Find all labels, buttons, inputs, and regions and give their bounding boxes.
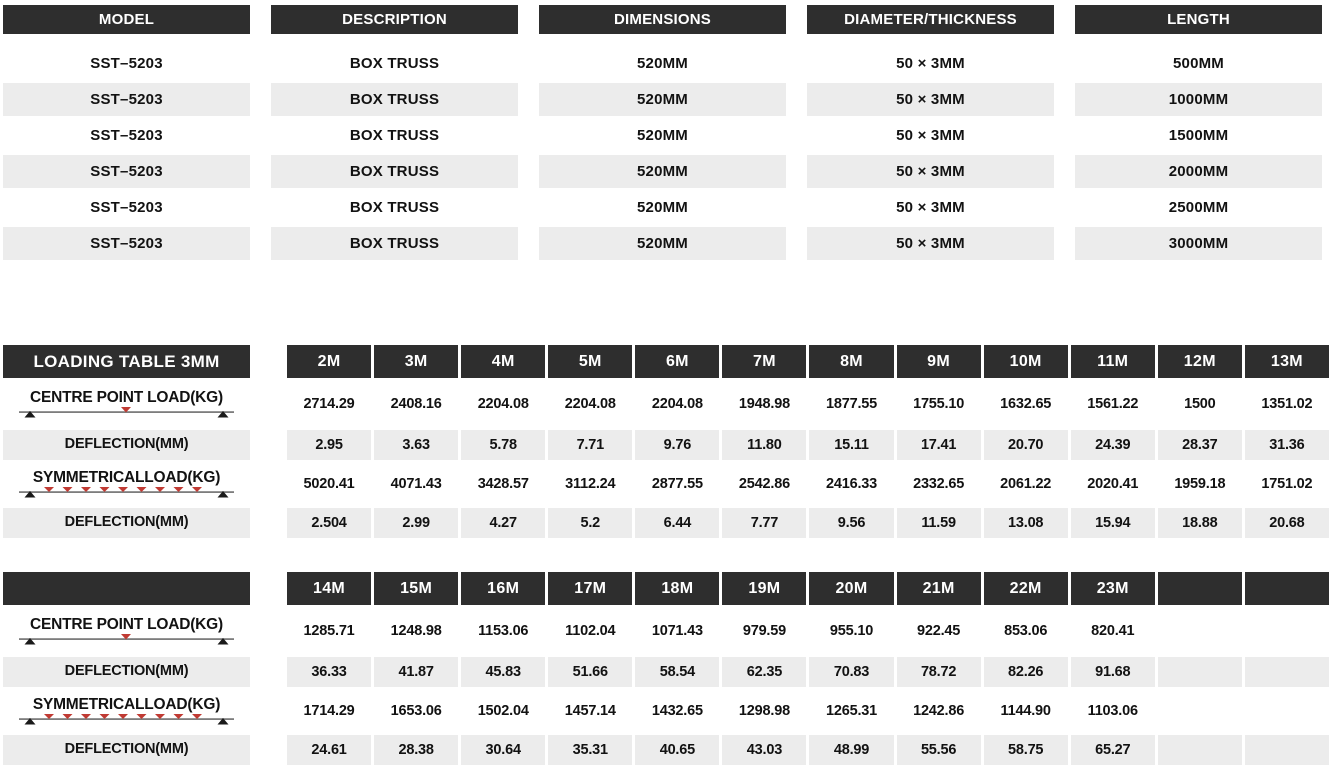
data-cell: 922.45 (917, 623, 961, 639)
data-cell: 7.77 (722, 508, 806, 538)
data-cell: 2204.08 (564, 396, 616, 412)
data-cell: 2.99 (374, 508, 458, 538)
row-label-text: DEFLECTION(MM) (64, 741, 189, 758)
data-cell: 1285.71 (303, 623, 355, 639)
data-cell (1245, 657, 1329, 687)
data-cell: 1242.86 (913, 703, 965, 719)
spec-cell: 500MM (1172, 55, 1225, 72)
row-label-text: SYMMETRICALLOAD(KG) (32, 695, 221, 713)
spec-cell: 50 × 3MM (896, 199, 965, 216)
data-cell (1158, 689, 1242, 733)
spec-cell: SST–5203 (90, 55, 163, 72)
span-column-header: 8M (809, 345, 893, 378)
span-column-header: 14M (287, 572, 371, 605)
spec-cell: 50 × 3MM (896, 127, 965, 144)
centre-point-load-diagram (19, 407, 234, 418)
spec-cell: 520MM (636, 55, 689, 72)
span-column-header: 12M (1158, 345, 1242, 378)
data-cell: 1502.04 (477, 703, 529, 719)
data-cell: 18.88 (1158, 508, 1242, 538)
loading-table-row (3, 508, 1329, 538)
span-column-headers (287, 572, 1329, 605)
data-cell: 2020.41 (1087, 476, 1139, 492)
data-cell: 15.11 (809, 430, 893, 460)
data-cell: 82.26 (984, 657, 1068, 687)
data-cell: 979.59 (742, 623, 786, 639)
data-cell: 55.56 (897, 735, 981, 765)
data-cell (1245, 607, 1329, 655)
data-cell: 2204.08 (651, 396, 703, 412)
data-cell: 1653.06 (390, 703, 442, 719)
data-cell (1245, 689, 1329, 733)
spec-cell: SST–5203 (3, 155, 250, 188)
spec-cell: BOX TRUSS (349, 199, 440, 216)
span-column-header: 5M (548, 345, 632, 378)
span-column-header: 7M (722, 345, 806, 378)
loading-table-row (3, 657, 1329, 687)
data-cell: 35.31 (548, 735, 632, 765)
data-cell: 4.27 (461, 508, 545, 538)
spec-column-header: DIAMETER/THICKNESS (807, 5, 1054, 34)
data-cell: 28.38 (374, 735, 458, 765)
span-column-header: 23M (1071, 572, 1155, 605)
data-cell: 853.06 (1004, 623, 1048, 639)
spec-cell: 50 × 3MM (807, 155, 1054, 188)
spec-cell: 50 × 3MM (807, 83, 1054, 116)
data-cell: 3428.57 (477, 476, 529, 492)
span-column-header: 3M (374, 345, 458, 378)
loading-table-row (3, 735, 1329, 765)
data-cell: 48.99 (809, 735, 893, 765)
loading-table-title (3, 572, 250, 605)
data-cell: 1071.43 (651, 623, 703, 639)
loading-table-row (3, 607, 1329, 655)
data-cell: 5.78 (461, 430, 545, 460)
data-cell: 2332.65 (913, 476, 965, 492)
span-column-header: 15M (374, 572, 458, 605)
data-cell: 1632.65 (1000, 396, 1052, 412)
spec-cell: 520MM (539, 155, 786, 188)
spec-cell: SST–5203 (3, 83, 250, 116)
spec-column-header: MODEL (3, 5, 250, 34)
data-cell: 9.56 (809, 508, 893, 538)
spec-column-header: DESCRIPTION (271, 5, 518, 34)
symmetrical-load-diagram (19, 487, 234, 498)
data-cell: 62.35 (722, 657, 806, 687)
span-column-header: 10M (984, 345, 1068, 378)
data-cell: 1153.06 (478, 623, 529, 639)
data-cell: 9.76 (635, 430, 719, 460)
row-values (287, 607, 1329, 655)
spec-cell: 1500MM (1168, 127, 1229, 144)
span-column-headers (287, 345, 1329, 378)
loading-table-3mm (0, 345, 1329, 538)
spec-table (0, 0, 1329, 260)
loading-table-row (3, 430, 1329, 460)
data-cell: 1432.65 (651, 703, 703, 719)
data-cell: 2542.86 (738, 476, 790, 492)
data-cell: 20.68 (1245, 508, 1329, 538)
data-cell (1158, 607, 1242, 655)
data-cell (1158, 735, 1242, 765)
data-cell: 1959.18 (1174, 476, 1226, 492)
loading-table-row (3, 380, 1329, 428)
data-cell: 78.72 (897, 657, 981, 687)
data-cell: 30.64 (461, 735, 545, 765)
data-cell: 2416.33 (826, 476, 878, 492)
spec-cell: 2500MM (1168, 199, 1229, 216)
data-cell: 43.03 (722, 735, 806, 765)
data-cell: 70.83 (809, 657, 893, 687)
row-values (287, 508, 1329, 538)
row-label (3, 430, 250, 460)
span-column-header: 9M (897, 345, 981, 378)
spec-table-row (0, 155, 1329, 188)
spec-cell: 520MM (636, 199, 689, 216)
row-values (287, 462, 1329, 506)
data-cell: 1265.31 (826, 703, 878, 719)
row-label (3, 657, 250, 687)
spec-cell: SST–5203 (90, 127, 163, 144)
data-cell: 91.68 (1071, 657, 1155, 687)
data-cell: 31.36 (1245, 430, 1329, 460)
row-label (3, 462, 250, 506)
data-cell: 17.41 (897, 430, 981, 460)
span-column-header: 18M (635, 572, 719, 605)
span-column-header: 11M (1071, 345, 1155, 378)
data-cell: 1298.98 (738, 703, 790, 719)
row-label (3, 380, 250, 428)
row-label (3, 689, 250, 733)
spec-cell: BOX TRUSS (271, 83, 518, 116)
data-cell (1245, 735, 1329, 765)
spec-table-row (0, 227, 1329, 260)
data-cell: 6.44 (635, 508, 719, 538)
data-cell: 1755.10 (913, 396, 965, 412)
data-cell: 51.66 (548, 657, 632, 687)
spec-table-row (0, 191, 1329, 224)
span-column-header: 19M (722, 572, 806, 605)
data-cell: 1351.02 (1261, 396, 1313, 412)
row-values (287, 430, 1329, 460)
data-cell: 2204.08 (477, 396, 529, 412)
data-cell: 2877.55 (651, 476, 703, 492)
data-cell: 11.59 (897, 508, 981, 538)
row-label-text: DEFLECTION(MM) (64, 436, 189, 453)
data-cell: 58.75 (984, 735, 1068, 765)
data-cell (1158, 657, 1242, 687)
data-cell: 13.08 (984, 508, 1068, 538)
data-cell: 1714.29 (303, 703, 355, 719)
row-values (287, 689, 1329, 733)
row-label (3, 607, 250, 655)
loading-table-header-row (3, 345, 1329, 378)
spec-column-header: LENGTH (1075, 5, 1322, 34)
data-cell: 41.87 (374, 657, 458, 687)
data-cell: 2061.22 (1000, 476, 1052, 492)
data-cell: 955.10 (829, 623, 874, 639)
spec-table-header-row (0, 5, 1329, 34)
row-label (3, 508, 250, 538)
distributed-load-icons (44, 714, 202, 719)
data-cell: 1561.22 (1087, 396, 1139, 412)
span-column-header: 17M (548, 572, 632, 605)
spec-cell: 50 × 3MM (896, 55, 965, 72)
span-column-header: 21M (897, 572, 981, 605)
spec-cell: 3000MM (1075, 227, 1322, 260)
spec-cell: SST–5203 (90, 199, 163, 216)
span-column-header: 4M (461, 345, 545, 378)
data-cell: 820.41 (1091, 623, 1135, 639)
data-cell: 1102.04 (565, 623, 616, 639)
loading-table-14m-23m (0, 572, 1329, 765)
row-label-text: SYMMETRICALLOAD(KG) (32, 468, 221, 486)
data-cell: 3112.24 (565, 476, 616, 492)
data-cell: 1948.98 (738, 396, 790, 412)
spec-table-row (0, 119, 1329, 152)
loading-table-header-row (3, 572, 1329, 605)
data-cell: 15.94 (1071, 508, 1155, 538)
data-cell: 45.83 (461, 657, 545, 687)
span-column-header: 20M (809, 572, 893, 605)
centre-point-load-diagram (19, 634, 234, 645)
span-column-header: 22M (984, 572, 1068, 605)
data-cell: 24.61 (287, 735, 371, 765)
span-column-header: 13M (1245, 345, 1329, 378)
data-cell: 2.504 (287, 508, 371, 538)
data-cell: 1500 (1184, 396, 1216, 412)
data-cell: 2714.29 (303, 396, 355, 412)
data-cell: 20.70 (984, 430, 1068, 460)
data-cell: 2.95 (287, 430, 371, 460)
data-cell: 58.54 (635, 657, 719, 687)
row-label-text: CENTRE POINT LOAD(KG) (30, 388, 223, 406)
row-label (3, 735, 250, 765)
span-column-header (1158, 572, 1242, 605)
loading-table-title: LOADING TABLE 3MM (3, 345, 250, 378)
data-cell: 11.80 (722, 430, 806, 460)
spec-cell: BOX TRUSS (271, 155, 518, 188)
span-column-header: 2M (287, 345, 371, 378)
row-label-text: DEFLECTION(MM) (64, 514, 189, 531)
loading-table-row (3, 462, 1329, 506)
spec-cell: SST–5203 (3, 227, 250, 260)
data-cell: 65.27 (1071, 735, 1155, 765)
beam-line (19, 491, 234, 493)
span-column-header: 16M (461, 572, 545, 605)
spec-cell: BOX TRUSS (349, 127, 440, 144)
spec-table-row (0, 83, 1329, 116)
data-cell: 1457.14 (564, 703, 616, 719)
data-cell: 1144.90 (1000, 703, 1051, 719)
data-cell: 40.65 (635, 735, 719, 765)
span-column-header (1245, 572, 1329, 605)
symmetrical-load-diagram (19, 714, 234, 725)
beam-line (19, 718, 234, 720)
spec-table-body (0, 47, 1329, 260)
spec-cell: 2000MM (1075, 155, 1322, 188)
row-values (287, 380, 1329, 428)
data-cell: 36.33 (287, 657, 371, 687)
span-column-header: 6M (635, 345, 719, 378)
data-cell: 1248.98 (390, 623, 442, 639)
spec-cell: BOX TRUSS (271, 227, 518, 260)
data-cell: 3.63 (374, 430, 458, 460)
spec-cell: 520MM (539, 227, 786, 260)
row-label-text: DEFLECTION(MM) (64, 663, 189, 680)
spec-cell: 520MM (539, 83, 786, 116)
data-cell: 1877.55 (826, 396, 878, 412)
spec-cell: 1000MM (1075, 83, 1322, 116)
data-cell: 1751.02 (1261, 476, 1313, 492)
loading-table-row (3, 689, 1329, 733)
spec-cell: BOX TRUSS (349, 55, 440, 72)
data-cell: 1103.06 (1087, 703, 1138, 719)
data-cell: 5.2 (548, 508, 632, 538)
data-cell: 2408.16 (390, 396, 442, 412)
data-cell: 28.37 (1158, 430, 1242, 460)
row-values (287, 735, 1329, 765)
data-cell: 5020.41 (303, 476, 355, 492)
data-cell: 4071.43 (390, 476, 442, 492)
distributed-load-icons (44, 487, 202, 492)
row-values (287, 657, 1329, 687)
data-cell: 7.71 (548, 430, 632, 460)
spec-cell: 520MM (636, 127, 689, 144)
spec-cell: 50 × 3MM (807, 227, 1054, 260)
spec-column-header: DIMENSIONS (539, 5, 786, 34)
spec-table-row (0, 47, 1329, 80)
row-label-text: CENTRE POINT LOAD(KG) (30, 615, 223, 633)
data-cell: 24.39 (1071, 430, 1155, 460)
